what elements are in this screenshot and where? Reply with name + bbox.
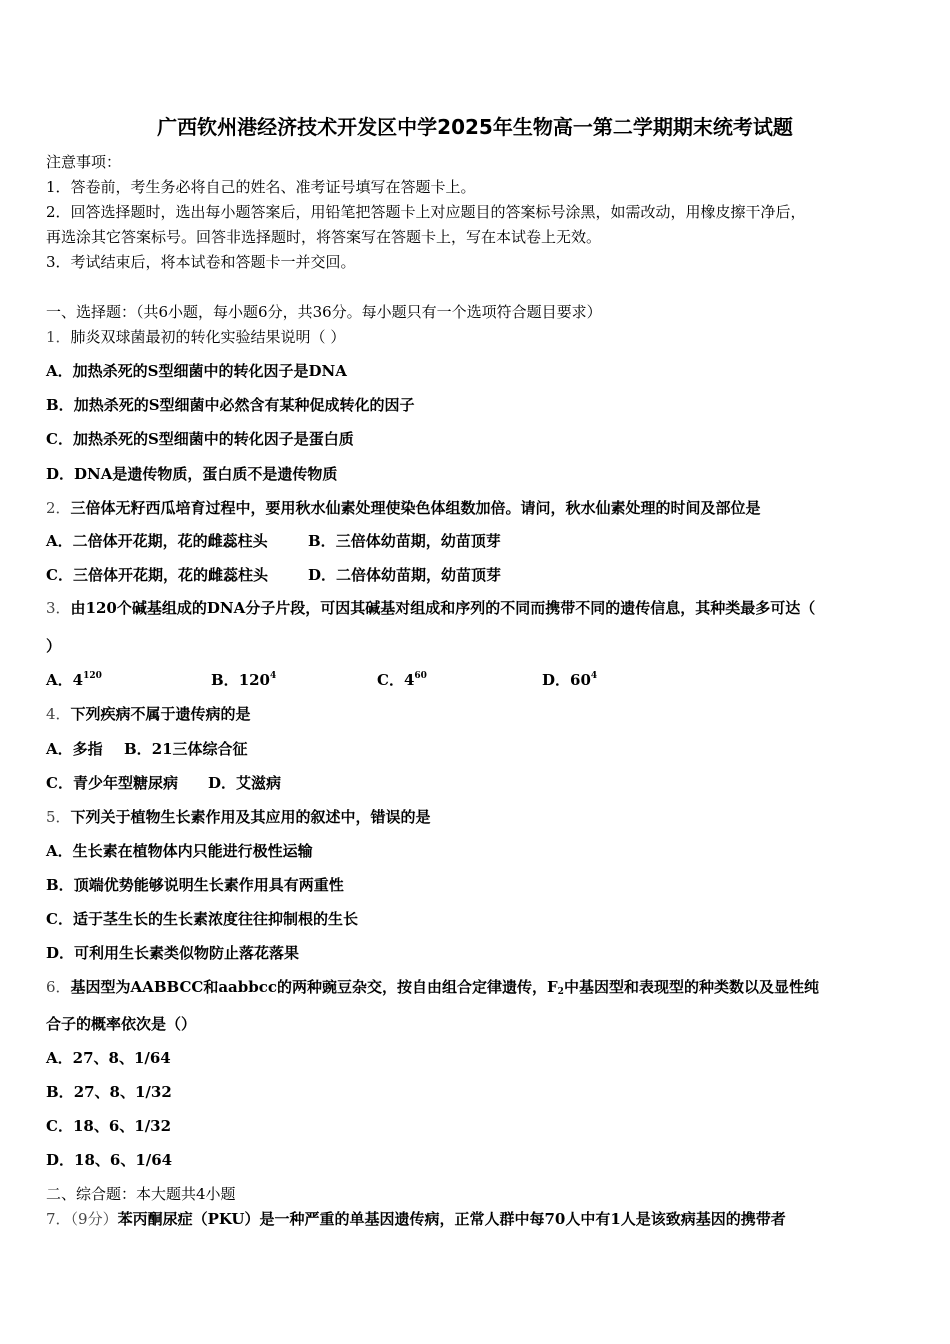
q4-option-d[interactable] [208, 773, 281, 793]
notice-item: 2．回答选择题时，选出每小题答案后，用铅笔把答题卡上对应题目的答案标号涂黑，如需改动，用橡皮擦干净后， [46, 203, 806, 221]
option-label: A． [46, 532, 73, 550]
option-label: B． [46, 396, 74, 414]
option-text: 可利用生长素类似物防止落花落果 [74, 944, 300, 962]
q5-option-a[interactable] [46, 841, 910, 861]
notice-item: 1．答卷前，考生务必将自己的姓名、准考证号填写在答题卡上。 [46, 178, 476, 196]
option-text: 青少年型糖尿病 [72, 774, 178, 792]
question-text: 中基因型和表现型的种类数以及显性纯 [563, 978, 819, 996]
question-number: 6． [46, 978, 71, 996]
option-label: B． [46, 876, 74, 894]
question-7-stem [46, 1209, 910, 1229]
option-label: A． [46, 740, 73, 758]
question-text: DNA [206, 599, 246, 617]
q2-option-b[interactable] [308, 531, 501, 551]
option-label: C． [46, 566, 73, 584]
option-text: 生长素在植物体内只能进行极性运输 [72, 842, 313, 860]
q5-option-b[interactable] [46, 875, 910, 895]
option-text: 加热杀死的S型细菌中的转化因子是蛋白质 [72, 430, 354, 448]
q2-option-a[interactable] [46, 531, 268, 551]
option-label: D． [542, 671, 571, 689]
option-label: D． [46, 465, 75, 483]
option-label: A． [46, 671, 73, 689]
question-text: 苯丙酮尿症（PKU）是一种严重的单基因遗传病，正常人群中每70人中有1人是该致病基因的携带者 [117, 1210, 786, 1228]
option-label: D． [308, 566, 337, 584]
q5-option-d[interactable] [46, 943, 910, 963]
option-text: 二倍体开花期，花的雌蕊柱头 [72, 532, 268, 550]
option-exponent: 4 [270, 671, 277, 681]
q1-option-a[interactable] [46, 361, 910, 381]
q1-option-c[interactable] [46, 429, 910, 449]
option-label: D． [46, 944, 75, 962]
q3-option-a[interactable] [46, 670, 102, 690]
question-3-stem [46, 598, 910, 618]
q5-option-c[interactable] [46, 909, 910, 929]
option-exponent: 4 [590, 671, 598, 681]
option-text: 60 [570, 671, 591, 689]
option-label: B． [124, 740, 152, 758]
option-label: A． [46, 362, 73, 380]
q4-option-b[interactable] [124, 739, 248, 759]
question-text: 下列关于植物生长素作用及其应用的叙述中，错误的是 [70, 808, 431, 826]
q6-option-a[interactable] [46, 1048, 910, 1068]
q1-option-d[interactable] [46, 464, 910, 484]
question-number: 1． [46, 328, 71, 346]
option-label: C． [377, 671, 404, 689]
option-exponent: 60 [414, 671, 427, 681]
question-number: 5． [46, 808, 71, 826]
q3-option-b[interactable] [211, 670, 276, 690]
q6-option-c[interactable] [46, 1116, 910, 1136]
question-text: 120 [85, 599, 117, 617]
notice-heading: 注意事项： [46, 153, 122, 171]
option-text: 27、8、1/64 [72, 1049, 171, 1067]
question-text: 肺炎双球菌最初的转化实验结果说明（ ） [70, 328, 346, 346]
q3-option-c[interactable] [377, 670, 427, 690]
question-text: 三倍体无籽西瓜培育过程中，要用秋水仙素处理使染色体组数加倍。请问，秋水仙素处理的时间及部位是 [70, 499, 761, 517]
option-label: A． [46, 1049, 73, 1067]
q4-option-c[interactable] [46, 773, 178, 793]
option-text: 加热杀死的S型细菌中的转化因子是DNA [72, 362, 347, 380]
option-label: B． [211, 671, 239, 689]
question-number: 3． [46, 599, 71, 617]
option-label: C． [46, 430, 73, 448]
option-label: C． [46, 910, 73, 928]
q3-option-d[interactable] [542, 670, 597, 690]
option-label: A． [46, 842, 73, 860]
q4-option-a[interactable] [46, 739, 103, 759]
question-number: 7． [46, 1210, 71, 1228]
option-label: C． [46, 1117, 73, 1135]
option-label: D． [208, 774, 237, 792]
q6-option-b[interactable] [46, 1082, 910, 1102]
page-title: 广西钦州港经济技术开发区中学2025年生物高一第二学期期末统考试题 [157, 115, 793, 139]
option-text: 多指 [72, 740, 103, 758]
q6-option-d[interactable] [46, 1150, 910, 1170]
option-text: 适于茎生长的生长素浓度往往抑制根的生长 [72, 910, 358, 928]
question-text: 个碱基组成的 [116, 599, 207, 617]
option-text: 三倍体开花期，花的雌蕊柱头 [72, 566, 268, 584]
question-4-stem [46, 704, 910, 724]
question-number: 2． [46, 499, 71, 517]
q2-option-d[interactable] [308, 565, 501, 585]
question-1-stem [46, 327, 910, 347]
option-text: 4 [72, 671, 84, 689]
question-number: 4． [46, 705, 71, 723]
question-3-stem-close: ） [46, 637, 62, 655]
option-label: B． [46, 1083, 74, 1101]
question-6-stem-line-2: 合子的概率依次是（） [46, 1015, 197, 1033]
option-text: DNA是遗传物质，蛋白质不是遗传物质 [74, 465, 338, 483]
option-text: 21三体综合征 [151, 740, 248, 758]
question-6-stem [46, 977, 910, 997]
q2-option-c[interactable] [46, 565, 268, 585]
notice-item: 3．考试结束后，将本试卷和答题卡一并交回。 [46, 253, 356, 271]
question-score: （9分） [70, 1210, 118, 1228]
option-exponent: 120 [83, 671, 102, 681]
section-heading: 二、综合题：本大题共4小题 [46, 1185, 236, 1203]
option-text: 120 [238, 671, 270, 689]
option-label: B． [308, 532, 336, 550]
question-2-stem [46, 498, 910, 518]
option-text: 27、8、1/32 [73, 1083, 172, 1101]
option-text: 18、6、1/64 [74, 1151, 173, 1169]
option-text: 三倍体幼苗期，幼苗顶芽 [335, 532, 501, 550]
option-text: 18、6、1/32 [72, 1117, 172, 1135]
question-text: 分子片段，可因其碱基对组成和序列的不同而携带不同的遗传信息，其种类最多可达（ [245, 599, 816, 617]
option-text: 二倍体幼苗期，幼苗顶芽 [336, 566, 502, 584]
option-label: C． [46, 774, 73, 792]
q1-option-b[interactable] [46, 395, 910, 415]
option-text: 艾滋病 [236, 774, 282, 792]
option-text: 顶端优势能够说明生长素作用具有两重性 [73, 876, 344, 894]
question-text: 下列疾病不属于遗传病的是 [70, 705, 251, 723]
notice-item: 再选涂其它答案标号。回答非选择题时，将答案写在答题卡上，写在本试卷上无效。 [46, 228, 602, 246]
question-text: 基因型为AABBCC和aabbcc的两种豌豆杂交，按自由组合定律遗传，F [70, 978, 558, 996]
section-heading: 一、选择题：（共6小题，每小题6分，共36分。每小题只有一个选项符合题目要求） [46, 303, 602, 321]
option-label: D． [46, 1151, 75, 1169]
option-text: 加热杀死的S型细菌中必然含有某种促成转化的因子 [73, 396, 415, 414]
option-text: 4 [403, 671, 415, 689]
subscript: 2 [557, 987, 564, 997]
question-5-stem [46, 807, 910, 827]
question-text: 由 [70, 599, 86, 617]
